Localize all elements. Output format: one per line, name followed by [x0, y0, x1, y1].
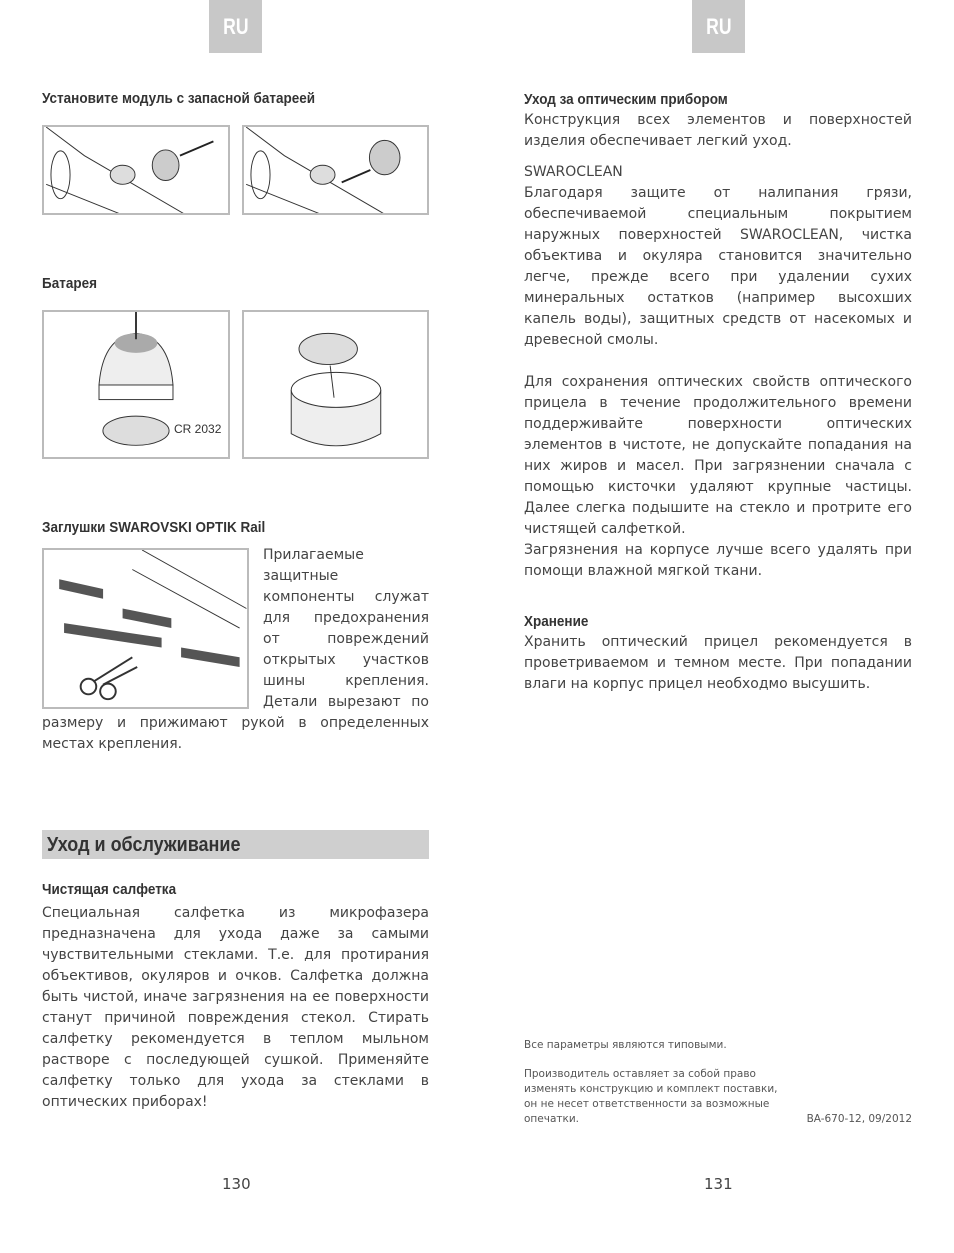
page-number: 130 [222, 1175, 251, 1193]
install-heading: Установите модуль с запасной батареей [42, 90, 316, 107]
footer-rights: Производитель оставляет за собой право изменять конструкцию и комплект поставки, он не несет ответственности за возможные опечатки. [524, 1068, 778, 1125]
optics-text: Для сохранения оптических свойств оптического прицела в течение продолжительного времени поддерживайте поверхности оптических элементов в чистоте, не допускайте попадания на них жиров и масел. При загрязнении сначала с помощью кисточки удаляют крупные частицы. Далее слегка подышите на стекло и протрите его чистящей салфеткой. [524, 374, 912, 537]
battery-illustration-1 [42, 310, 230, 459]
cloth-text: Специальная салфетка из микрофазера предназначена для ухода даже за самыми чувствительными стеклами. Т.е. для протирания объективов, окуляров и очков. Салфетка должна быть чистой, иначе загрязнения на ее поверхности станут причиной повреждения стекол. Стирать салфетку рекомендуется в теплом мыльном растворе с последующей сушкой. Применяйте салфетку только для ухода за стеклами в оптических приборах! [42, 905, 429, 1110]
battery-insert-icon [244, 312, 427, 457]
footer [524, 1038, 912, 1127]
section-banner [42, 830, 429, 859]
storage-text: Хранить оптический прицел рекомендуется в проветриваемом и темном месте. При попадании влаги на корпус прицел необходмо высушить. [524, 634, 912, 692]
care-heading: Уход за оптическим прибором [524, 91, 728, 108]
rail-illustration [42, 548, 249, 709]
language-badge [692, 0, 745, 53]
footer-row [524, 1067, 912, 1127]
install-illustration-1 [42, 125, 230, 215]
right-column [524, 90, 912, 695]
body-care-text: Загрязнения на корпусе лучше всего удалять при помощи влажной мягкой ткани. [524, 542, 912, 579]
badge-text: RU [705, 13, 732, 39]
swaroclean-title: SWAROCLEAN [524, 164, 623, 180]
rail-heading: Заглушки SWAROVSKI OPTIK Rail [42, 519, 266, 536]
rail-text: Прилагаемые защитные компоненты служат для предохранения от повреждений открытых участков шины крепления. Детали вырезают по размеру и прижимают рукой в определенных местах крепления. [42, 547, 429, 752]
language-badge [209, 0, 262, 53]
scope-cap-install-icon [244, 127, 427, 213]
badge-text: RU [222, 13, 249, 39]
cloth-heading: Чистящая салфетка [42, 881, 177, 898]
install-illustration-2 [242, 125, 429, 215]
care-text: Конструкция всех элементов и поверхностей изделия обеспечивает легкий уход. [524, 112, 912, 149]
page-number: 131 [704, 1175, 733, 1193]
footer-typical: Все параметры являются типовыми. [524, 1039, 727, 1051]
scope-cap-remove-icon [44, 127, 228, 213]
battery-illustration-2 [242, 310, 429, 459]
section-title: Уход и обслуживание [47, 834, 241, 856]
footer-code: BA-670-12, 09/2012 [806, 1113, 912, 1125]
rail-paragraph [42, 545, 429, 755]
battery-heading: Батарея [42, 275, 97, 292]
rail-cover-scissors-icon [44, 550, 247, 707]
storage-heading: Хранение [524, 613, 589, 630]
battery-type-label: CR 2032 [174, 422, 222, 436]
swaroclean-text: Благодаря защите от налипания грязи, обеспечиваемой специальным покрытием наружных поверхностей SWAROCLEAN, чистка объектива и окуляра становится значительно легче, прежде всего при удалении сухих минеральных остатков (например высохших капель воды), защитных средств от насекомых и древесной смолы. [524, 185, 912, 348]
